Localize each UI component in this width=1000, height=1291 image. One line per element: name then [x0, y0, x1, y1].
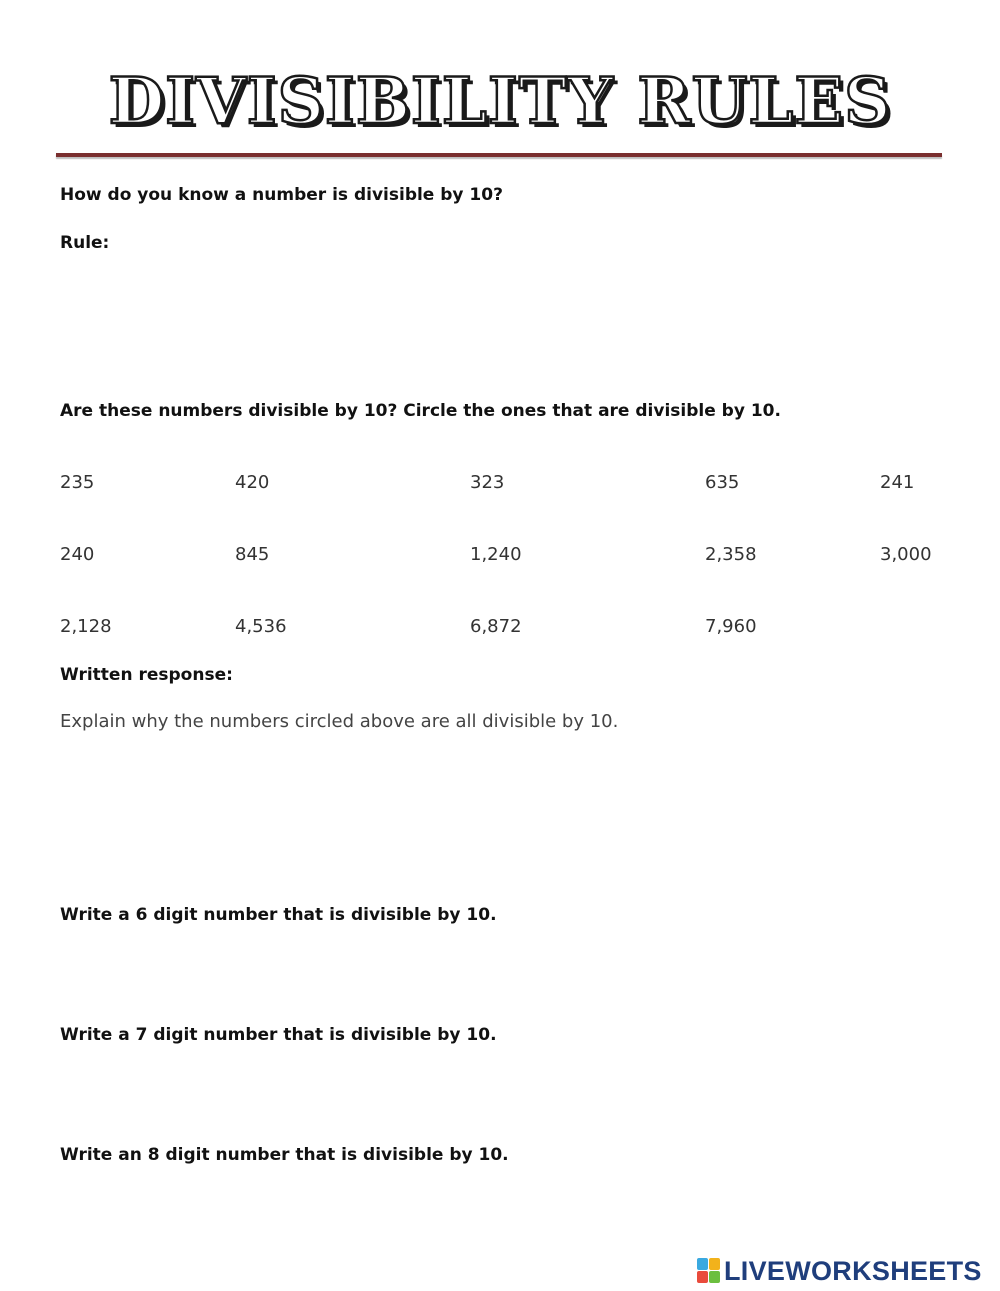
- number-item[interactable]: 323: [470, 472, 505, 493]
- question-6-digit: Write a 6 digit number that is divisible by 10.: [60, 905, 497, 925]
- number-item[interactable]: 235: [60, 472, 95, 493]
- number-item[interactable]: 2,128: [60, 616, 112, 637]
- number-item[interactable]: 4,536: [235, 616, 287, 637]
- number-item[interactable]: 1,240: [470, 544, 522, 565]
- number-item[interactable]: 6,872: [470, 616, 522, 637]
- number-item[interactable]: 635: [705, 472, 740, 493]
- question-7-digit: Write a 7 digit number that is divisible by 10.: [60, 1025, 497, 1045]
- title-divider: [56, 153, 942, 157]
- number-item[interactable]: 7,960: [705, 616, 757, 637]
- number-item[interactable]: 2,358: [705, 544, 757, 565]
- question-circle-numbers: Are these numbers divisible by 10? Circle the ones that are divisible by 10.: [60, 401, 781, 421]
- liveworksheets-wordmark: LIVEWORKSHEETS: [724, 1255, 982, 1286]
- number-item[interactable]: 845: [235, 544, 270, 565]
- number-item[interactable]: 3,000: [880, 544, 932, 565]
- number-item[interactable]: 240: [60, 544, 95, 565]
- number-item[interactable]: 420: [235, 472, 270, 493]
- written-response-label: Written response:: [60, 665, 233, 685]
- page-title: DIVISIBILITY RULES: [108, 64, 892, 139]
- question-8-digit: Write an 8 digit number that is divisible by 10.: [60, 1145, 509, 1165]
- rule-label: Rule:: [60, 233, 110, 253]
- liveworksheets-icon: [697, 1258, 721, 1284]
- liveworksheets-logo: [697, 1254, 982, 1288]
- question-divisible-by-10: How do you know a number is divisible by 10?: [60, 185, 503, 205]
- written-response-prompt: Explain why the numbers circled above are all divisible by 10.: [60, 711, 619, 732]
- number-item[interactable]: 241: [880, 472, 915, 493]
- title-banner: [0, 62, 1000, 152]
